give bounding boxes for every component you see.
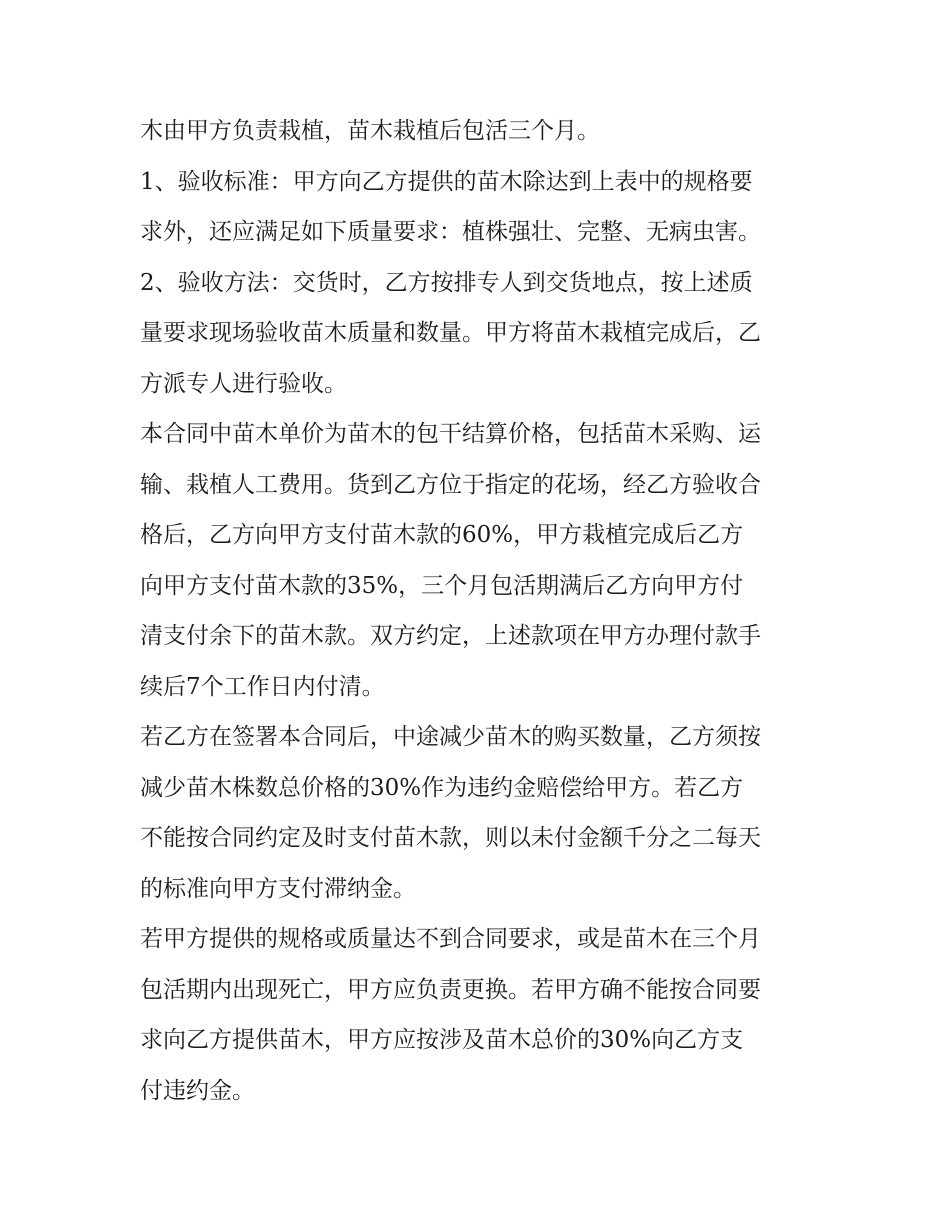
text-line: 2、验收方法：交货时，乙方按排专人到交货地点，按上述质 [140, 269, 753, 296]
text-line: 输、栽植人工费用。货到乙方位于指定的花场，经乙方验收合 [140, 471, 761, 498]
text-line: 方派专人进行验收。 [140, 370, 347, 397]
text-line: 木由甲方负责栽植，苗木栽植后包活三个月。 [140, 118, 600, 144]
text-line: 付违约金。 [140, 1077, 255, 1104]
text-line: 求向乙方提供苗木，甲方应按涉及苗木总价的30%向乙方支 [140, 1027, 744, 1053]
text-line: 若甲方提供的规格或质量达不到合同要求，或是苗木在三个月 [140, 926, 761, 952]
text-line: 向甲方支付苗木款的35%，三个月包活期满后乙方向甲方付 [140, 572, 744, 599]
text-line: 格后，乙方向甲方支付苗木款的60%，甲方栽植完成后乙方 [140, 522, 744, 548]
text-line: 包活期内出现死亡，甲方应负责更换。若甲方确不能按合同要 [140, 976, 761, 1003]
text-line: 本合同中苗木单价为苗木的包干结算价格，包括苗木采购、运 [140, 421, 761, 447]
text-line: 量要求现场验收苗木质量和数量。甲方将苗木栽植完成后，乙 [140, 320, 761, 346]
text-line: 续后7个工作日内付清。 [140, 673, 385, 700]
text-line: 不能按合同约定及时支付苗木款，则以未付金额千分之二每天 [140, 825, 761, 851]
text-line: 清支付余下的苗木款。双方约定，上述款项在甲方办理付款手 [140, 623, 761, 649]
text-line: 若乙方在签署本合同后，中途减少苗木的购买数量，乙方须按 [140, 724, 761, 750]
contract-body-text [140, 106, 820, 1116]
text-line: 减少苗木株数总价格的30%作为违约金赔偿给甲方。若乙方 [140, 774, 744, 801]
text-line: 的标准向甲方支付滞纳金。 [140, 875, 416, 902]
text-line: 求外，还应满足如下质量要求：植株强壮、完整、无病虫害。 [140, 219, 761, 245]
text-line: 1、验收标准：甲方向乙方提供的苗木除达到上表中的规格要 [140, 168, 753, 195]
